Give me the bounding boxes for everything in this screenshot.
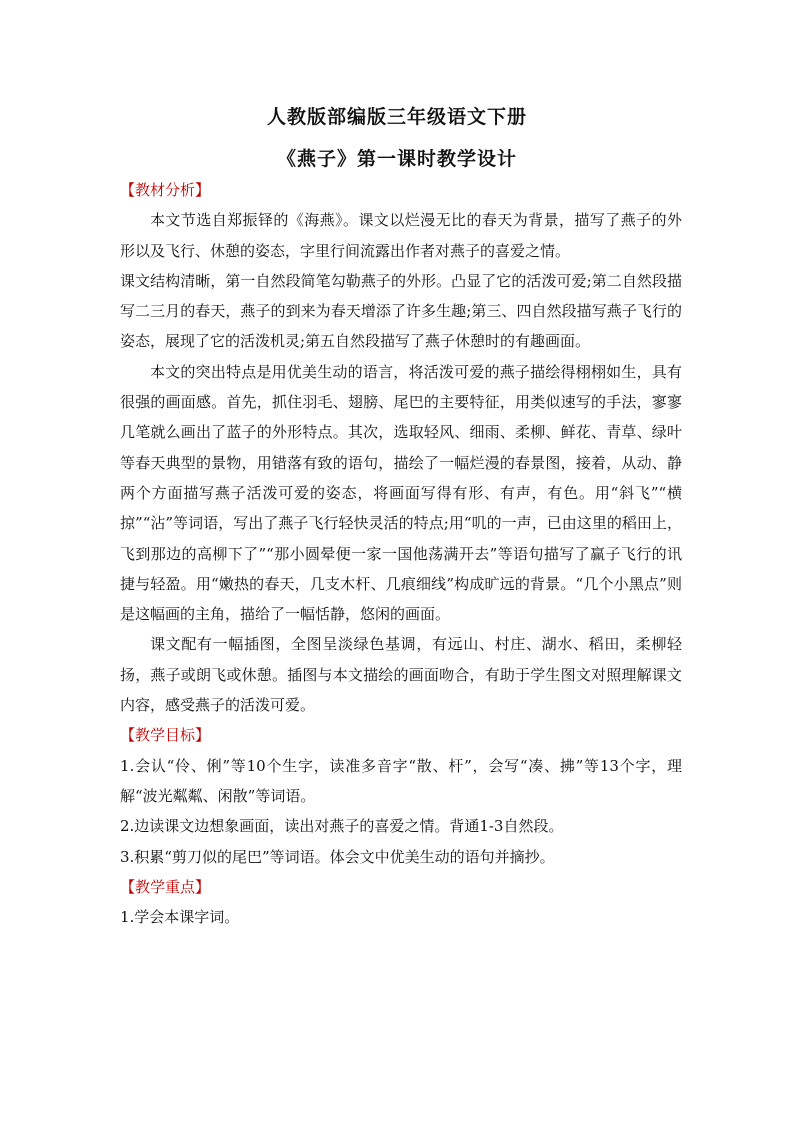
section-heading-goals: 【教学目标】 (120, 726, 211, 745)
list-item-goal-2: 2.边读课文边想象画面，读出对燕子的喜爱之情。背通1-3自然段。 (120, 817, 564, 836)
document-body (120, 175, 682, 932)
paragraph-analysis-4: 课文配有一幅插图，全图呈淡绿色基调，有远山、村庄、湖水、稻田，柔柳轻扬，燕子或朗飞或休憩。插图与本文描绘的画面吻合，有助于学生图文对照理解课文内容，感受燕子的活泼可爱。 (120, 635, 682, 715)
list-item-goal-1: 1.会认“伶、俐”等10个生字，读准多音字“散、杆”，会写“凑、拂”等13个字，理解“波光粼粼、闲散”等词语。 (120, 756, 682, 805)
section-heading-analysis: 【教材分析】 (120, 181, 211, 199)
paragraph-analysis-1: 本文节选自郑振铎的《海燕》。课文以烂漫无比的春天为背景，描写了燕子的外形以及飞行、休憩的姿态，字里行间流露出作者对燕子的喜爱之情。 (120, 211, 682, 260)
list-item-key-1: 1.学会本课字词。 (120, 908, 240, 927)
list-item-goal-3: 3.积累“剪刀似的尾巴”等词语。体会文中优美生动的语句并摘抄。 (120, 847, 555, 866)
document-title: 人教版部编版三年级语文下册 (266, 106, 527, 128)
document-subtitle: 《燕子》第一课时教学设计 (276, 148, 517, 170)
paragraph-analysis-2: 课文结构清晰，第一自然段简笔勾勒燕子的外形。凸显了它的活泼可爱;第二自然段描写二三月的春天，燕子的到来为春天增添了许多生趣;第三、四自然段描写燕子飞行的姿态，展现了它的活泼机灵;第五自然段描写了燕子休憩时的有趣画面。 (120, 271, 682, 351)
section-heading-key-points: 【教学重点】 (120, 877, 211, 896)
paragraph-analysis-3: 本文的突出特点是用优美生动的语言，将活泼可爱的燕子描绘得栩栩如生，具有很强的画面感。首先，抓住羽毛、翅膀、尾巴的主要特征，用类似速写的手法，寥寥几笔就么画出了蓝子的外形特点。其次，选取轻风、细雨、柔柳、鲜花、青草、绿叶等春天典型的景物，用错落有致的语句，描绘了一幅烂漫的春景图，接着，从动、静两个方面描写燕子活泼可爱的姿态，将画面写得有形、有声，有色。用“斜飞”“横掠”“沾”等词语，写出了燕子飞行轻快灵活的特点;用“叽的一声，已由这里的稻田上，飞到那边的高柳下了”“那小圆晕便一家一国他荡满开去”等语句描写了赢子飞行的讯捷与轻盈。用“嫩热的春天，几支木杆、几痕细线”构成旷远的背景。“几个小黑点”则是这幅画的主角，描给了一幅恬静，悠闲的画面。 (120, 362, 682, 624)
